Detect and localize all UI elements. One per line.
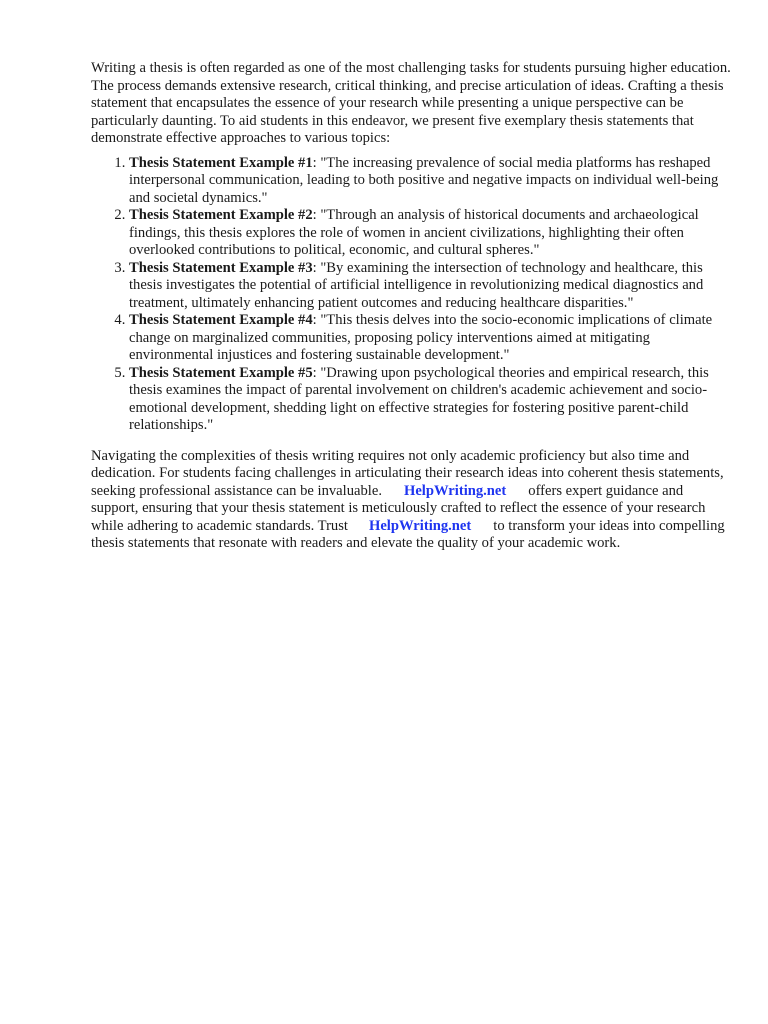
example-label: Thesis Statement Example #4 bbox=[129, 312, 313, 328]
list-item bbox=[129, 312, 731, 365]
examples-list bbox=[91, 155, 731, 435]
example-label: Thesis Statement Example #5 bbox=[129, 364, 313, 381]
closing-text-2: offers expert guidance and support, ensuring that your thesis statement is meticulously crafted to reflect the essence of your research while adhering to academic standards. Trust bbox=[91, 482, 706, 534]
helpwriting-link-2[interactable]: HelpWriting.net bbox=[368, 517, 472, 534]
list-item bbox=[129, 365, 731, 435]
example-text: : "Through an analysis of historical documents and archaeological findings, this thesis explores the role of women in ancient civilizations, highlighting their often overlooked contributions to political, economic, and cultural spheres." bbox=[129, 207, 699, 258]
closing-text-3: to transform your ideas into compelling thesis statements that resonate with readers and elevate the quality of your academic work. bbox=[91, 517, 725, 551]
example-text: : "This thesis delves into the socio-economic implications of climate change on marginalized communities, proposing policy interventions aimed at mitigating environmental injustices and fostering sustainable development." bbox=[129, 312, 713, 363]
closing-paragraph bbox=[91, 448, 731, 553]
helpwriting-link-1[interactable]: HelpWriting.net bbox=[403, 482, 507, 499]
closing-text-1: Navigating the complexities of thesis writing requires not only academic proficiency but also time and dedication. For students facing challenges in articulating their research ideas into coherent thesis statements, seeking professional assistance can be invaluable. bbox=[91, 447, 724, 499]
example-text: : "By examining the intersection of technology and healthcare, this thesis investigates the potential of artificial intelligence in revolutionizing medical diagnostics and treatment, ultimately enhancing patient outcomes and reducing healthcare disparities." bbox=[129, 259, 704, 311]
list-item bbox=[129, 207, 731, 260]
example-text: : "Drawing upon psychological theories and empirical research, this thesis examines the impact of parental involvement on children's academic achievement and socio-emotional development, shedding light on effective strategies for fostering positive parent-child relationships." bbox=[129, 364, 709, 433]
list-item bbox=[129, 155, 731, 208]
example-label: Thesis Statement Example #1 bbox=[129, 154, 313, 171]
example-label: Thesis Statement Example #3 bbox=[129, 259, 313, 276]
list-item bbox=[129, 260, 731, 313]
example-text: : "The increasing prevalence of social media platforms has reshaped interpersonal communication, leading to both positive and negative impacts on individual well-being and societal dynamics." bbox=[129, 154, 719, 206]
document-page bbox=[91, 60, 731, 553]
example-label: Thesis Statement Example #2 bbox=[129, 207, 313, 223]
intro-paragraph: Writing a thesis is often regarded as one of the most challenging tasks for students pursuing higher education. The process demands extensive research, critical thinking, and precise articulation of ideas. Crafting a thesis statement that encapsulates the essence of your research while presenting a unique perspective can be particularly daunting. To aid students in this endeavor, we present five exemplary thesis statements that demonstrate effective approaches to various topics: bbox=[91, 60, 731, 146]
